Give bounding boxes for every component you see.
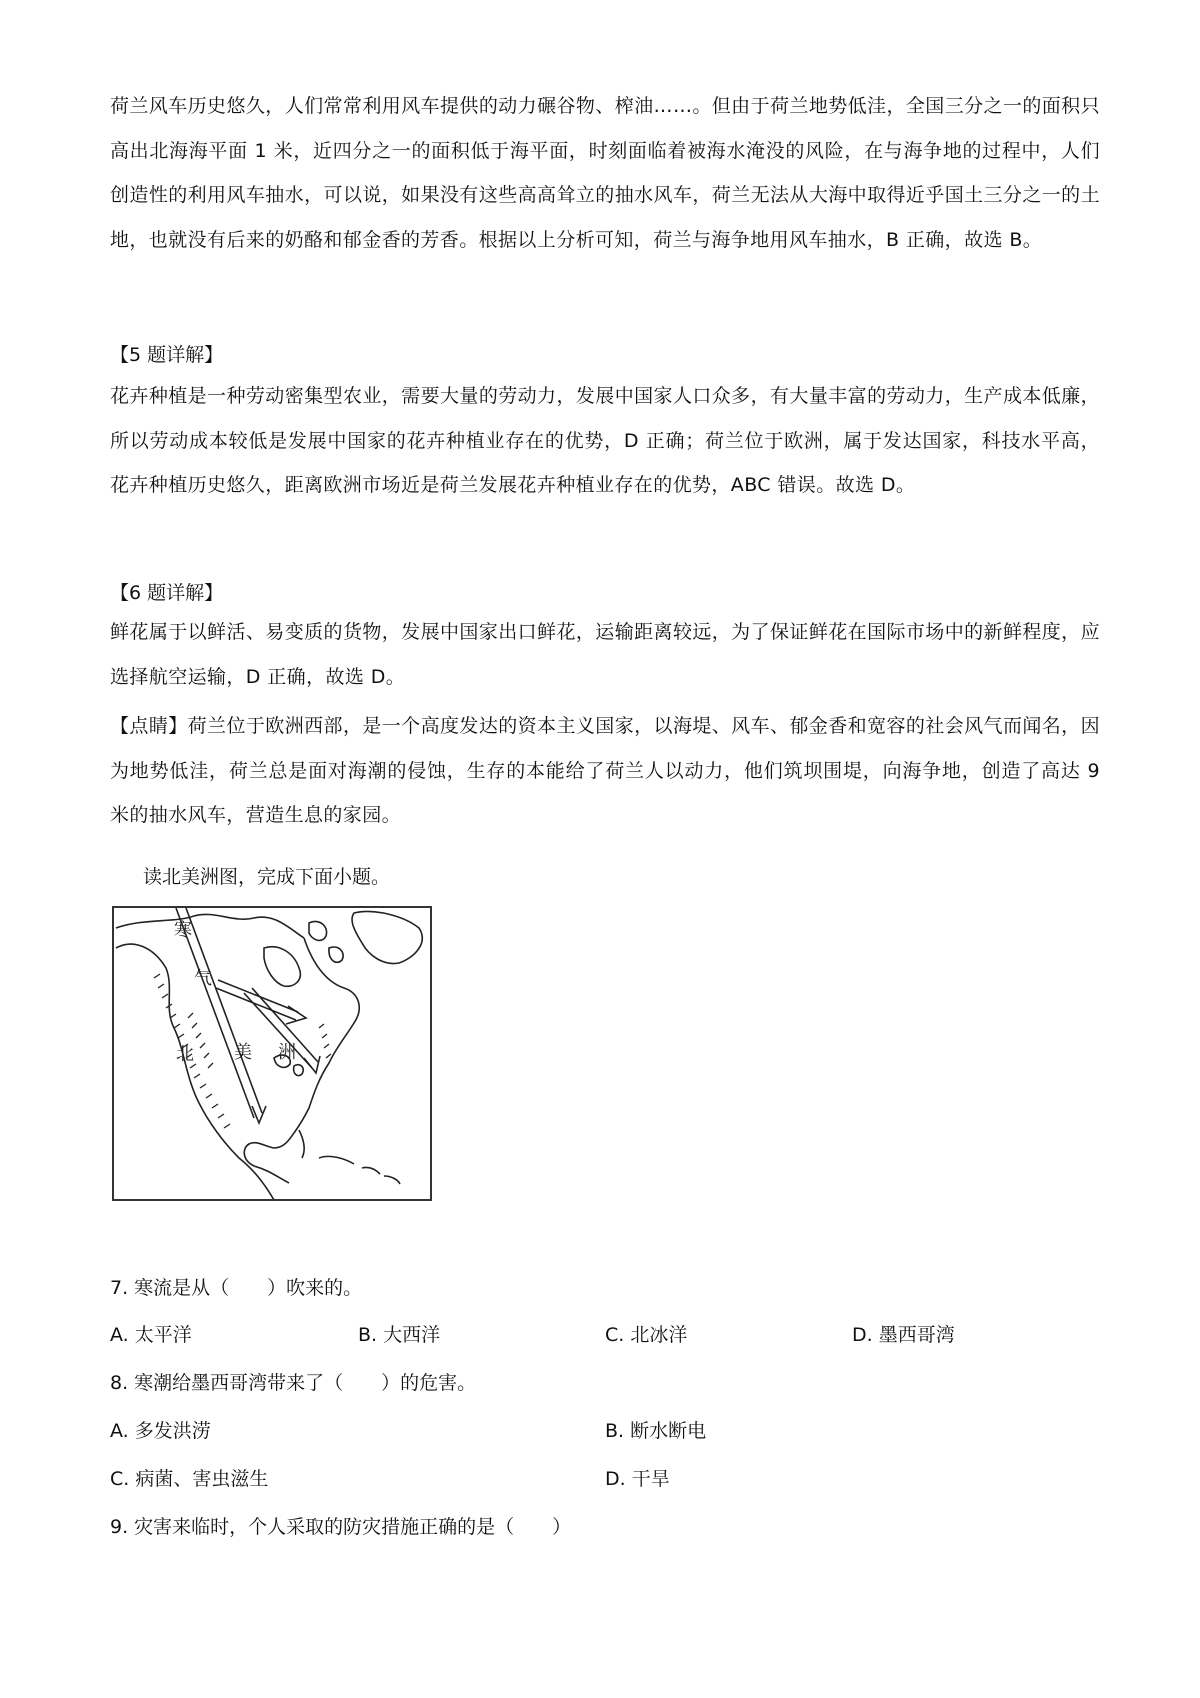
hudson-bay — [264, 947, 300, 987]
map-label-north: 北 — [176, 1044, 194, 1065]
question-6-heading: 【6 题详解】 — [110, 582, 224, 604]
dianjing-paragraph: 【点睛】荷兰位于欧洲西部，是一个高度发达的资本主义国家，以海堤、风车、郁金香和宽容的社会风气而闻名，因为地势低洼，荷兰总是面对海潮的侵蚀，生存的本能给了荷兰人以动力，他们筑坝围堤，向海争地，创造了高达 9 米的抽水风车，营造生息的家园。 — [110, 715, 1100, 826]
question-7-option-d[interactable]: D. 墨西哥湾 — [852, 1324, 955, 1346]
map-drawing — [114, 908, 432, 1201]
north-america-map — [112, 906, 432, 1201]
question-5-heading: 【5 题详解】 — [110, 344, 224, 366]
map-intro-text: 读北美洲图，完成下面小题。 — [143, 866, 391, 888]
question-9-stem: 9. 灾害来临时，个人采取的防灾措施正确的是（ ） — [110, 1516, 572, 1538]
north-coastline — [116, 914, 304, 938]
east-coastline — [294, 938, 359, 1133]
map-label-continent: 洲 — [278, 1042, 296, 1063]
question-7-stem: 7. 寒流是从（ ）吹来的。 — [110, 1277, 363, 1299]
question-8-option-a[interactable]: A. 多发洪涝 — [110, 1420, 211, 1442]
map-label-cold: 寒 — [174, 920, 192, 941]
question-6-explanation: 鲜花属于以鲜活、易变质的货物，发展中国家出口鲜花，运输距离较远，为了保证鲜花在国际市场中的新鲜程度，应选择航空运输，D 正确，故选 D。 — [110, 621, 1100, 688]
map-label-air: 气 — [194, 968, 212, 989]
question-8-option-b[interactable]: B. 断水断电 — [605, 1420, 707, 1442]
cold-air-arrows — [176, 908, 320, 1123]
appalachian-mountains — [319, 1024, 331, 1058]
question-7-option-b[interactable]: B. 大西洋 — [358, 1324, 441, 1346]
question-7-option-c[interactable]: C. 北冰洋 — [605, 1324, 688, 1346]
question-8-option-d[interactable]: D. 干旱 — [605, 1468, 670, 1490]
question-8-option-c[interactable]: C. 病菌、害虫滋生 — [110, 1468, 269, 1490]
question-5-explanation: 花卉种植是一种劳动密集型农业，需要大量的劳动力，发展中国家人口众多，有大量丰富的劳动力，生产成本低廉，所以劳动成本较低是发展中国家的花卉种植业存在的优势，D 正确；荷兰位于欧洲，属于发达国家，科技水平高，花卉种植历史悠久，距离欧洲市场近是荷兰发展花卉种植业存在的优势，ABC 错误。故选 D。 — [110, 385, 1100, 496]
greenland — [352, 911, 422, 963]
question-8-stem: 8. 寒潮给墨西哥湾带来了（ ）的危害。 — [110, 1372, 477, 1394]
question-7-option-a[interactable]: A. 太平洋 — [110, 1324, 192, 1346]
gulf-coastline — [244, 1133, 294, 1183]
map-label-america: 美 — [234, 1042, 252, 1063]
answer-explanation-paragraph: 荷兰风车历史悠久，人们常常利用风车提供的动力碾谷物、榨油……。但由于荷兰地势低洼，全国三分之一的面积只高出北海海平面 1 米，近四分之一的面积低于海平面，时刻面临着被海水淹没的风险，在与海争地的过程中，人们创造性的利用风车抽水，可以说，如果没有这些高高耸立的抽水风车，荷兰无法从大海中取得近乎国土三分之一的土地，也就没有后来的奶酪和郁金香的芳香。根据以上分析可知，荷兰与海争地用风车抽水，B 正确，故选 B。 — [110, 95, 1100, 251]
